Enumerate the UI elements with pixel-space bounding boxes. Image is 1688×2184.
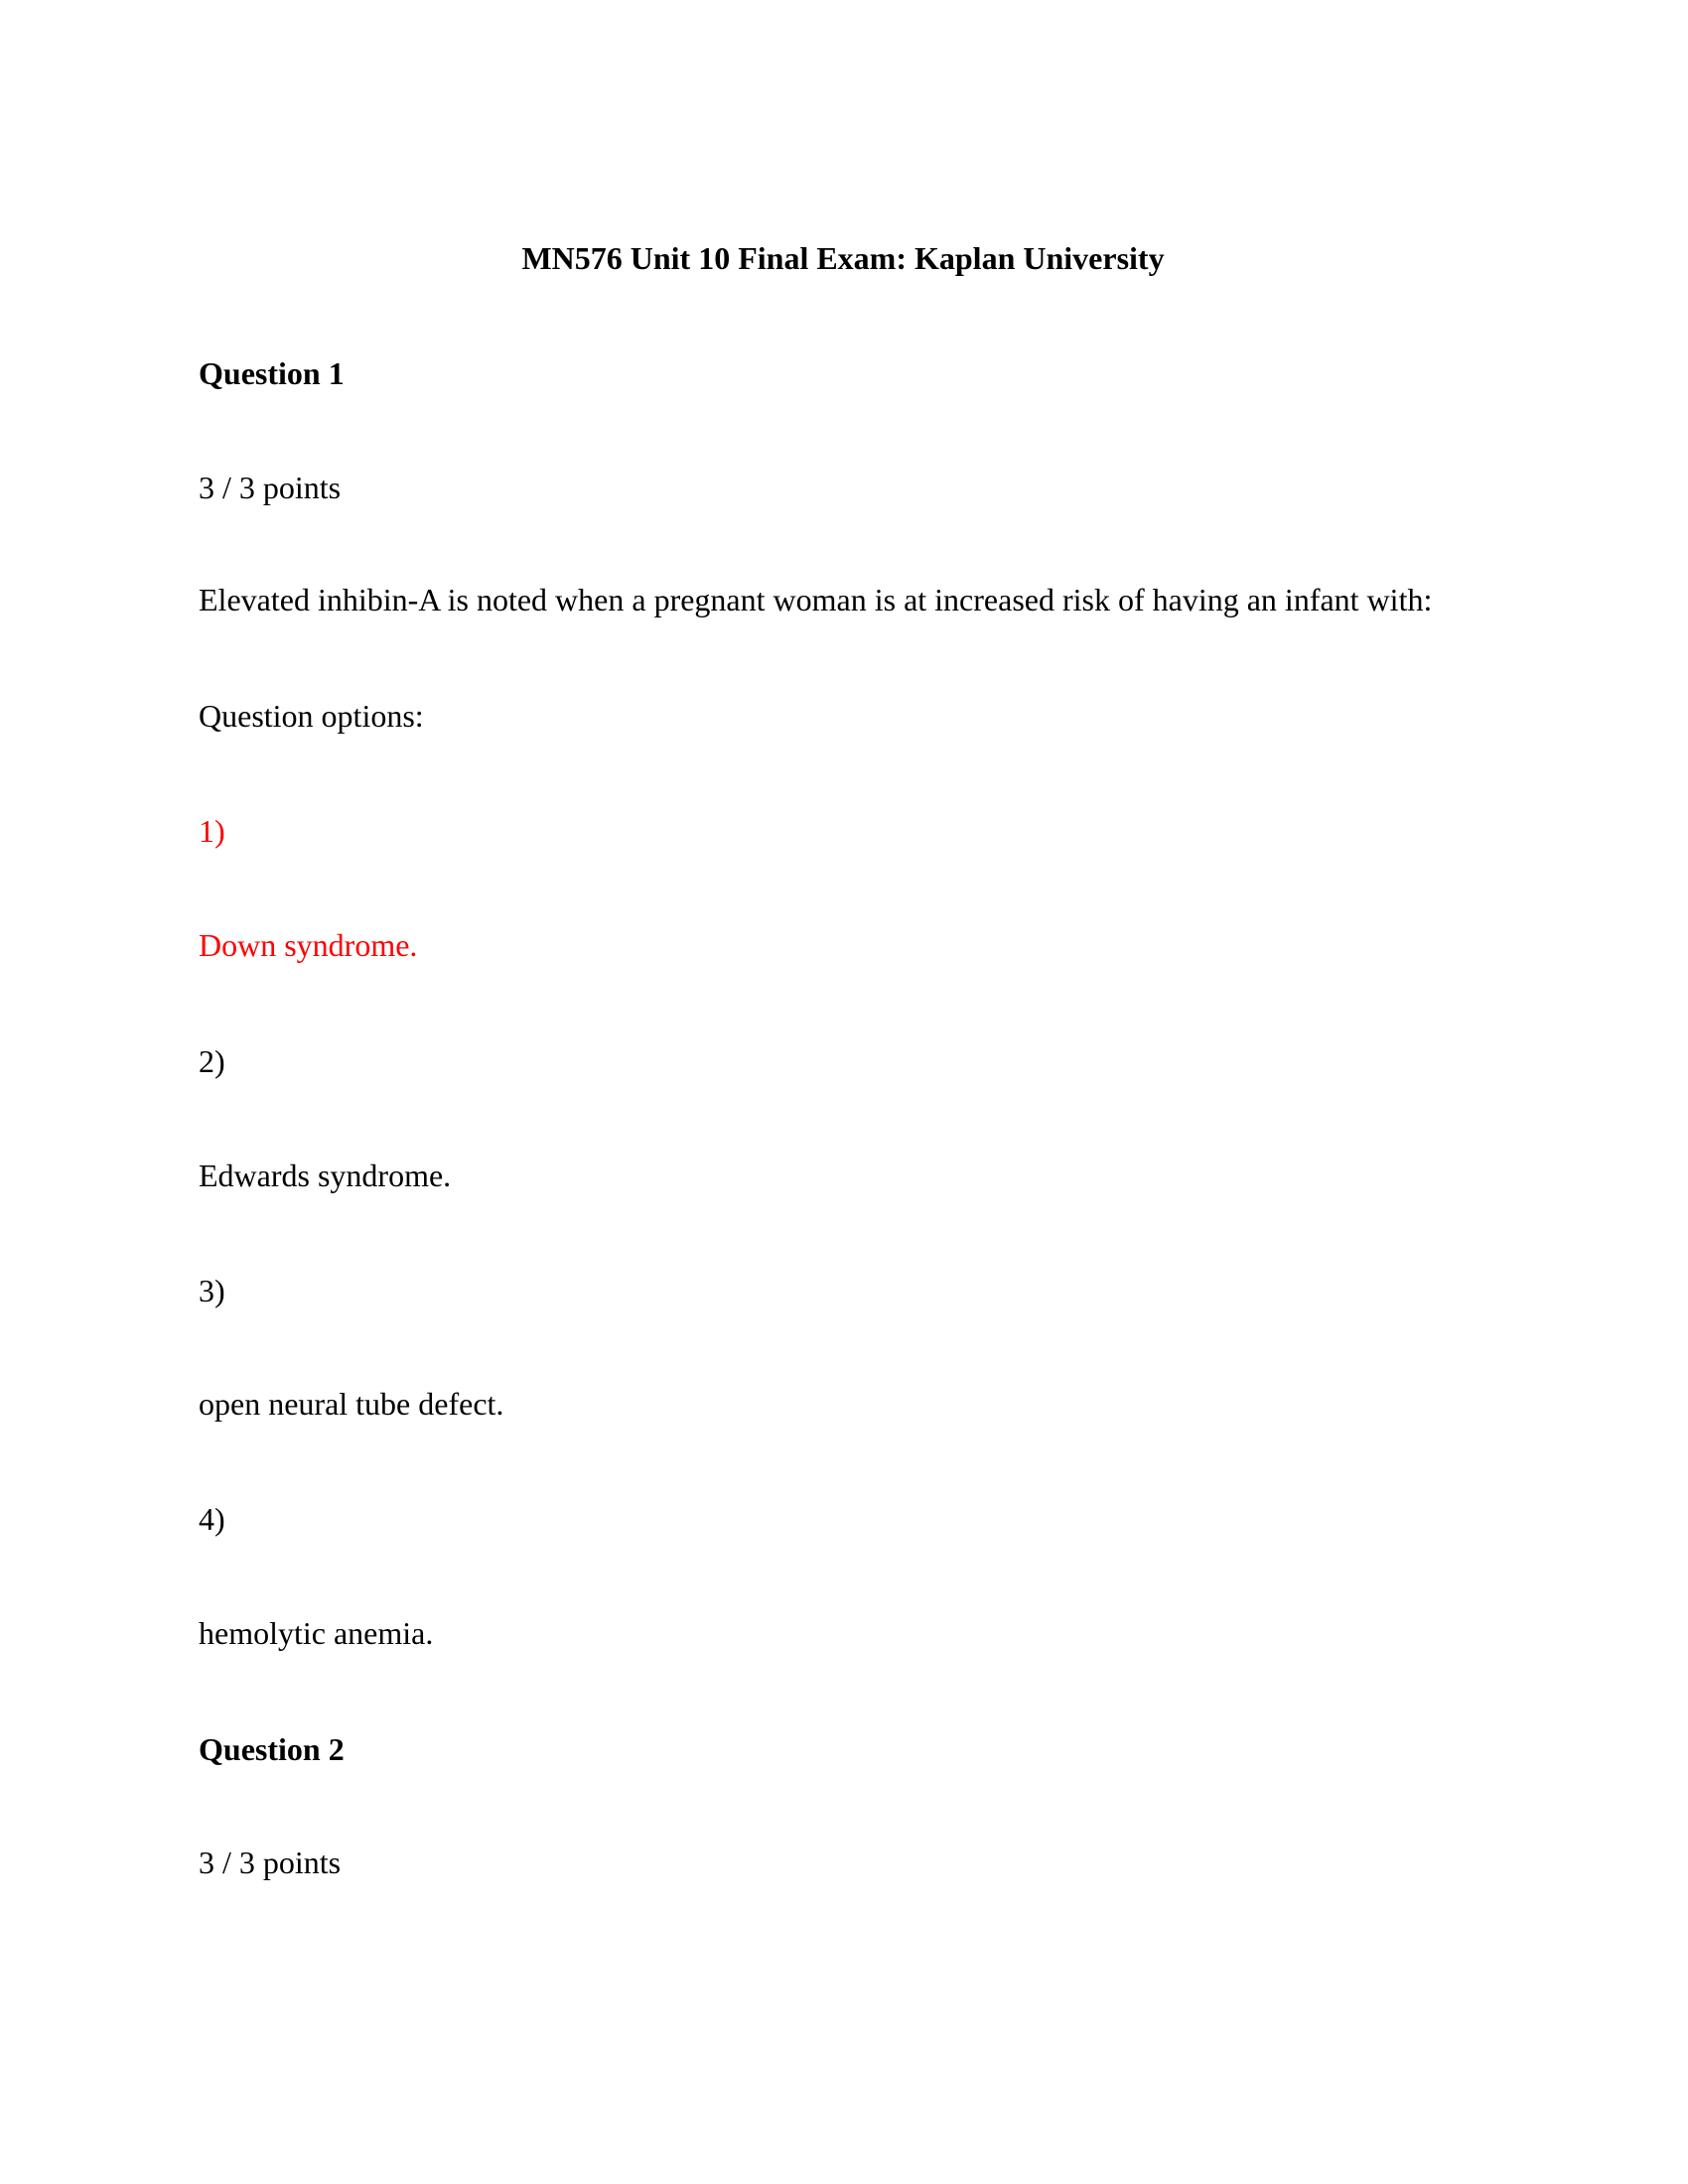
option-text: Edwards syndrome. <box>199 1158 452 1193</box>
question-prompt: Elevated inhibin-A is noted when a pregnant woman is at increased risk of having an infant with: <box>199 582 1433 617</box>
option-text-correct: Down syndrome. <box>199 927 418 963</box>
option-number: 3) <box>199 1273 225 1308</box>
option-number: 4) <box>199 1501 225 1537</box>
option-number: 1) <box>199 813 225 849</box>
question-points: 3 / 3 points <box>199 470 342 505</box>
question-heading: Question 1 <box>199 355 345 391</box>
question-heading: Question 2 <box>199 1731 345 1767</box>
option-number: 2) <box>199 1043 225 1079</box>
question-options-label: Question options: <box>199 698 424 734</box>
option-text: open neural tube defect. <box>199 1386 504 1422</box>
option-text: hemolytic anemia. <box>199 1615 434 1651</box>
question-points: 3 / 3 points <box>199 1844 342 1880</box>
document-title: MN576 Unit 10 Final Exam: Kaplan University <box>521 240 1165 276</box>
